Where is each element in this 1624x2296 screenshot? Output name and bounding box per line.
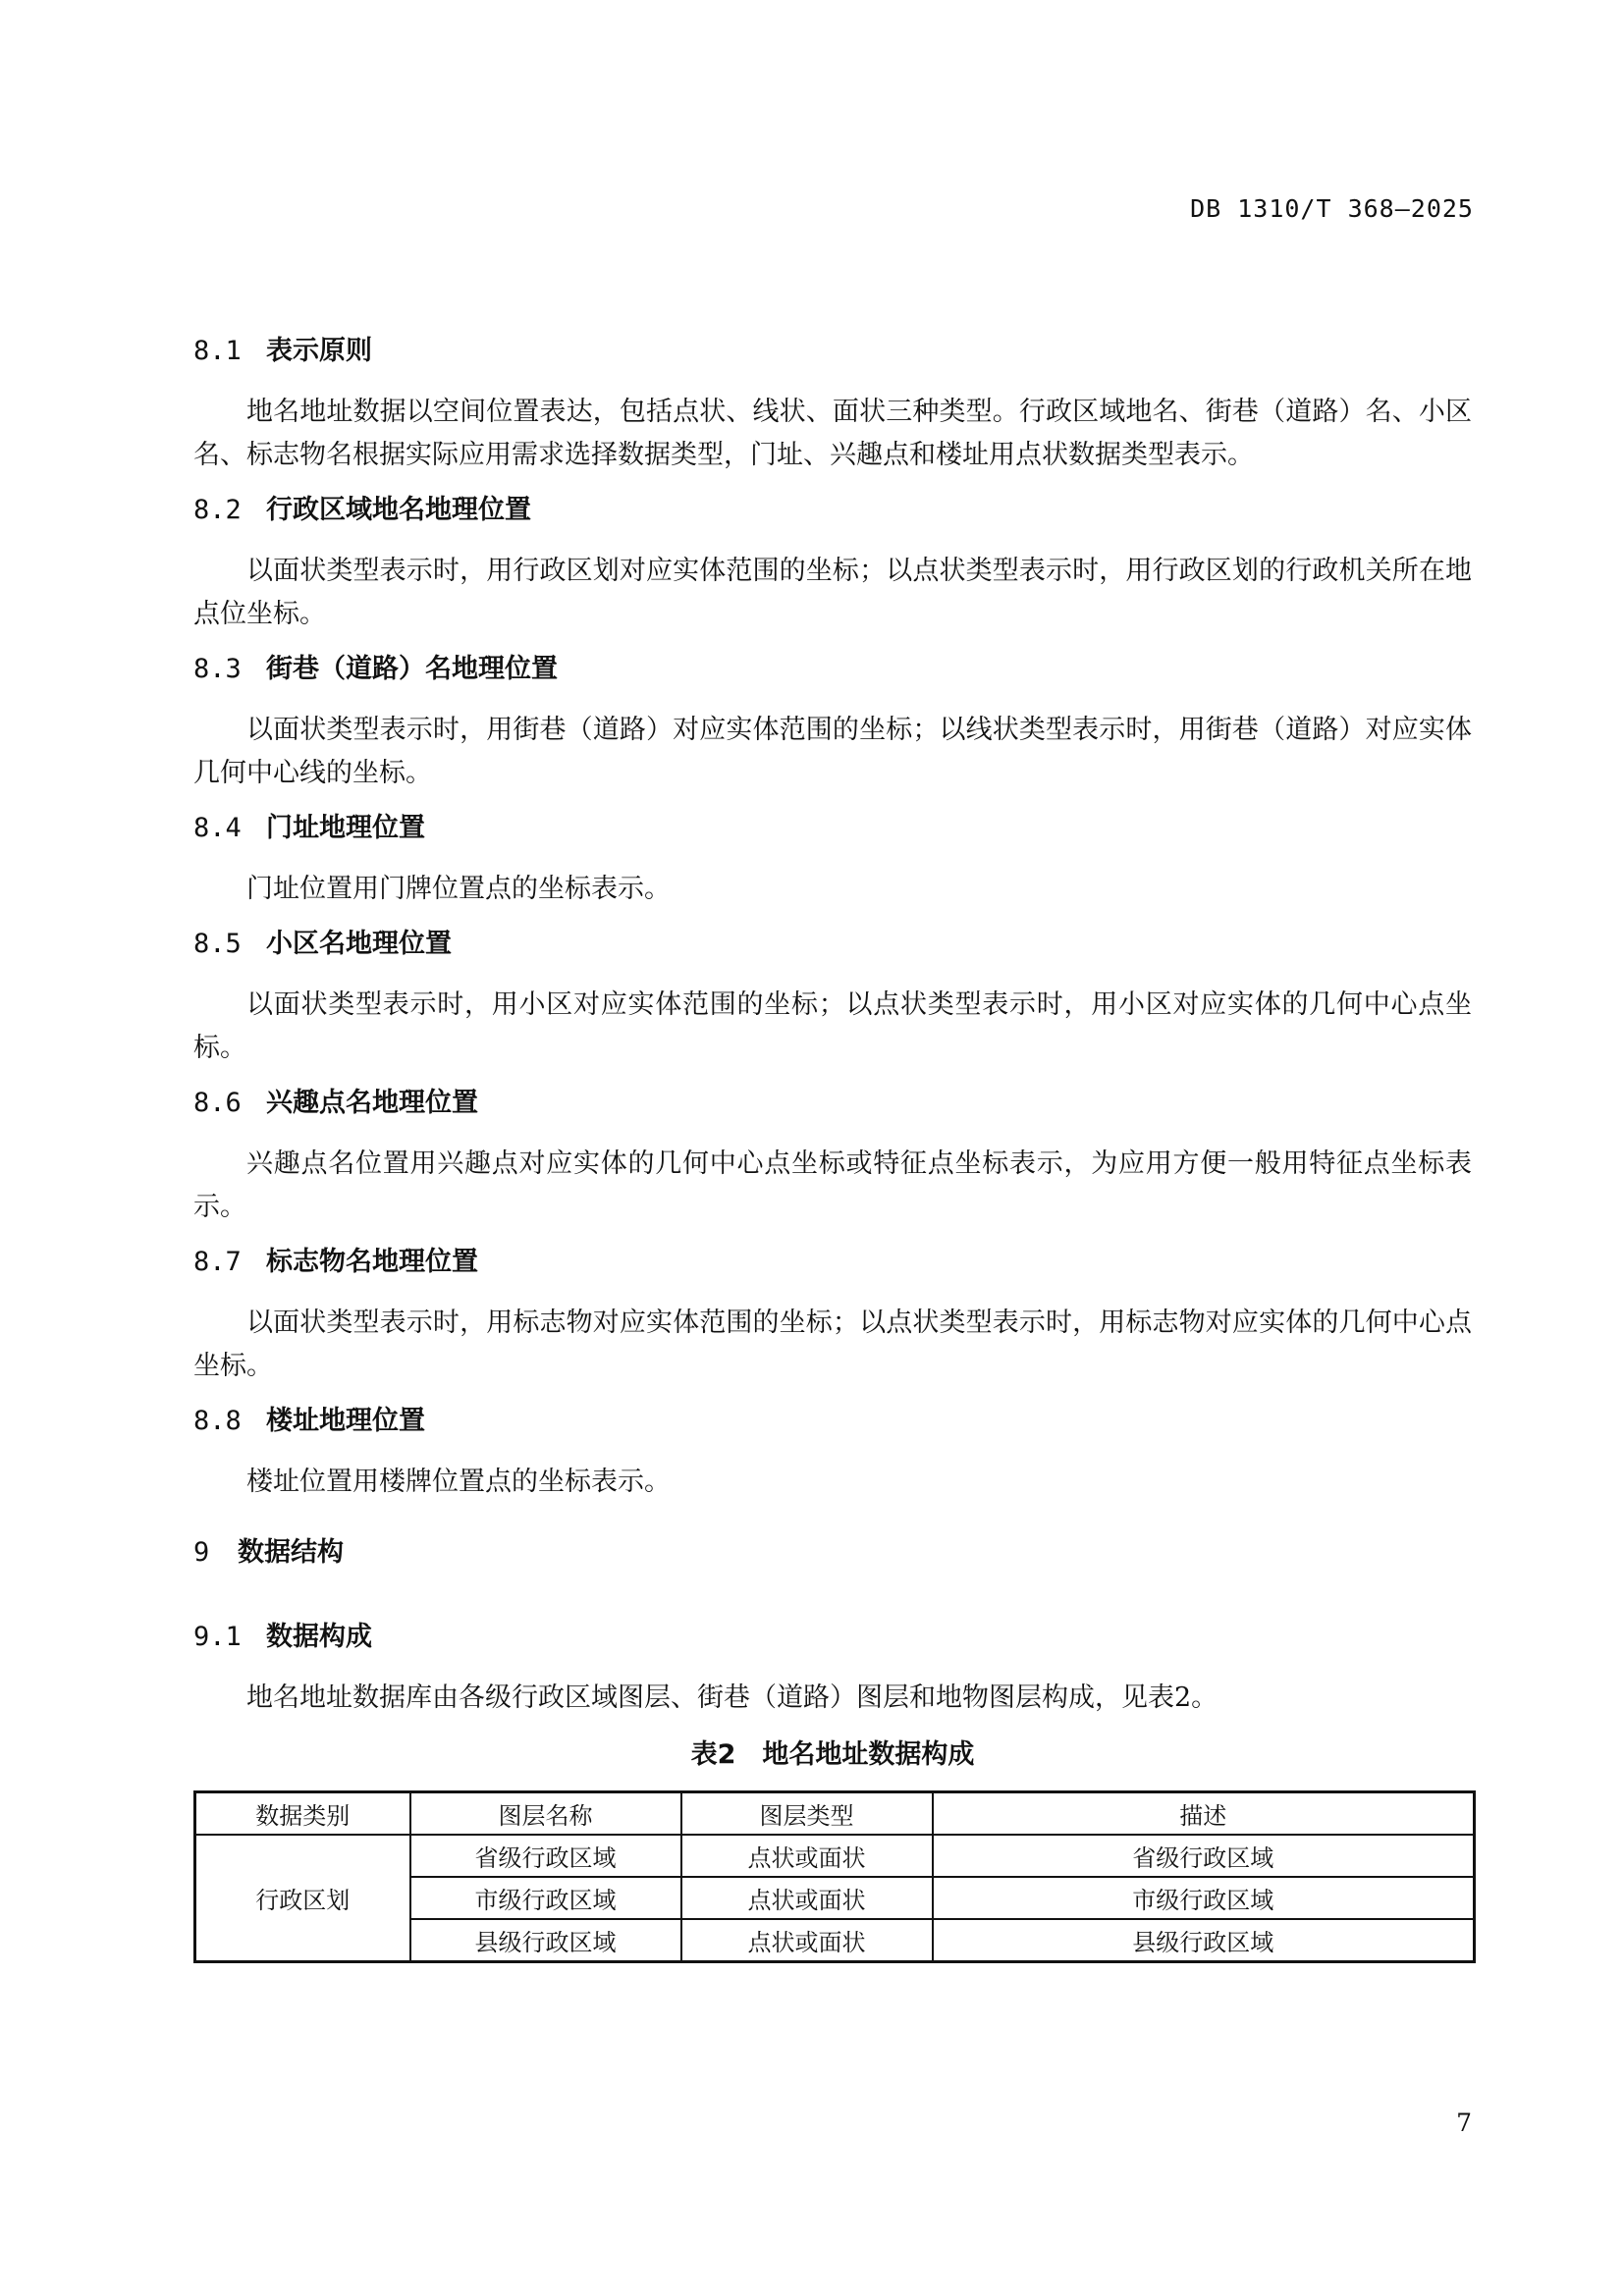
- page-number: 7: [1456, 2109, 1472, 2137]
- section-title: 门址地理位置: [266, 813, 425, 843]
- table-row: [195, 1835, 1475, 1877]
- chapter-number: 9: [193, 1537, 210, 1568]
- section-title: 街巷（道路）名地理位置: [266, 654, 558, 684]
- page-content: [193, 332, 1472, 1963]
- table-cell-category: 行政区划: [195, 1835, 410, 1962]
- section-paragraph: 兴趣点名位置用兴趣点对应实体的几何中心点坐标或特征点坐标表示，为应用方便一般用特征点坐标表示。: [193, 1148, 1472, 1222]
- table-header-row: [195, 1792, 1475, 1836]
- section-title: 小区名地理位置: [266, 929, 452, 959]
- document-code: DB 1310/T 368—2025: [1190, 194, 1474, 223]
- section-title: 数据构成: [266, 1622, 372, 1652]
- table-cell: 县级行政区域: [933, 1919, 1475, 1962]
- section-8-5: [193, 925, 1472, 1070]
- section-8-7: [193, 1243, 1472, 1388]
- section-number: 8.6: [193, 1088, 242, 1118]
- table-cell: 省级行政区域: [933, 1835, 1475, 1877]
- table-cell: 市级行政区域: [933, 1877, 1475, 1919]
- section-number: 8.1: [193, 336, 242, 366]
- table-cell: 点状或面状: [681, 1877, 933, 1919]
- table-cell: 点状或面状: [681, 1919, 933, 1962]
- column-header: 数据类别: [195, 1792, 410, 1836]
- section-title: 表示原则: [266, 336, 372, 366]
- column-header: 描述: [933, 1792, 1475, 1836]
- section-number: 8.3: [193, 654, 242, 684]
- section-heading: [193, 1402, 1472, 1441]
- table-cell: 县级行政区域: [410, 1919, 681, 1962]
- section-title: 标志物名地理位置: [266, 1247, 478, 1277]
- section-number: 8.2: [193, 495, 242, 525]
- section-number: 8.5: [193, 929, 242, 959]
- section-8-8: [193, 1402, 1472, 1504]
- section-heading: [193, 925, 1472, 964]
- column-header: 图层类型: [681, 1792, 933, 1836]
- section-title: 行政区域地名地理位置: [266, 495, 531, 525]
- section-number: 8.8: [193, 1406, 242, 1436]
- section-8-2: [193, 491, 1472, 636]
- chapter-heading: [193, 1533, 1472, 1573]
- section-heading: [193, 650, 1472, 689]
- section-9-1: [193, 1618, 1472, 1720]
- section-paragraph: 地名地址数据库由各级行政区域图层、街巷（道路）图层和地物图层构成，见表2。: [246, 1682, 1218, 1713]
- section-title: 楼址地理位置: [266, 1406, 425, 1436]
- data-composition-table: [193, 1790, 1476, 1963]
- section-heading: [193, 809, 1472, 848]
- section-heading: [193, 1084, 1472, 1123]
- section-number: 8.4: [193, 813, 242, 843]
- table-title: 表2 地名地址数据构成: [690, 1739, 975, 1770]
- section-heading: [193, 1618, 1472, 1657]
- chapter-9: [193, 1533, 1472, 1573]
- section-paragraph: 楼址位置用楼牌位置点的坐标表示。: [246, 1467, 671, 1497]
- section-8-4: [193, 809, 1472, 911]
- section-paragraph: 以面状类型表示时，用街巷（道路）对应实体范围的坐标；以线状类型表示时，用街巷（道路）对应实体几何中心线的坐标。: [193, 715, 1472, 788]
- chapter-title: 数据结构: [238, 1537, 344, 1568]
- section-paragraph: 以面状类型表示时，用标志物对应实体范围的坐标；以点状类型表示时，用标志物对应实体的几何中心点坐标。: [193, 1308, 1472, 1381]
- section-heading: [193, 332, 1472, 371]
- section-paragraph: 门址位置用门牌位置点的坐标表示。: [246, 874, 671, 904]
- section-8-6: [193, 1084, 1472, 1229]
- section-heading: [193, 491, 1472, 530]
- table-cell: 省级行政区域: [410, 1835, 681, 1877]
- section-heading: [193, 1243, 1472, 1282]
- section-paragraph: 以面状类型表示时，用小区对应实体范围的坐标；以点状类型表示时，用小区对应实体的几何中心点坐标。: [193, 989, 1472, 1063]
- section-number: 8.7: [193, 1247, 242, 1277]
- section-8-1: [193, 332, 1472, 477]
- table-cell: 市级行政区域: [410, 1877, 681, 1919]
- section-title: 兴趣点名地理位置: [266, 1088, 478, 1118]
- column-header: 图层名称: [410, 1792, 681, 1836]
- section-number: 9.1: [193, 1622, 242, 1652]
- table-cell: 点状或面状: [681, 1835, 933, 1877]
- section-paragraph: 地名地址数据以空间位置表达，包括点状、线状、面状三种类型。行政区域地名、街巷（道路）名、小区名、标志物名根据实际应用需求选择数据类型，门址、兴趣点和楼址用点状数据类型表示。: [193, 397, 1472, 470]
- section-paragraph: 以面状类型表示时，用行政区划对应实体范围的坐标；以点状类型表示时，用行政区划的行政机关所在地点位坐标。: [193, 556, 1472, 629]
- section-8-3: [193, 650, 1472, 795]
